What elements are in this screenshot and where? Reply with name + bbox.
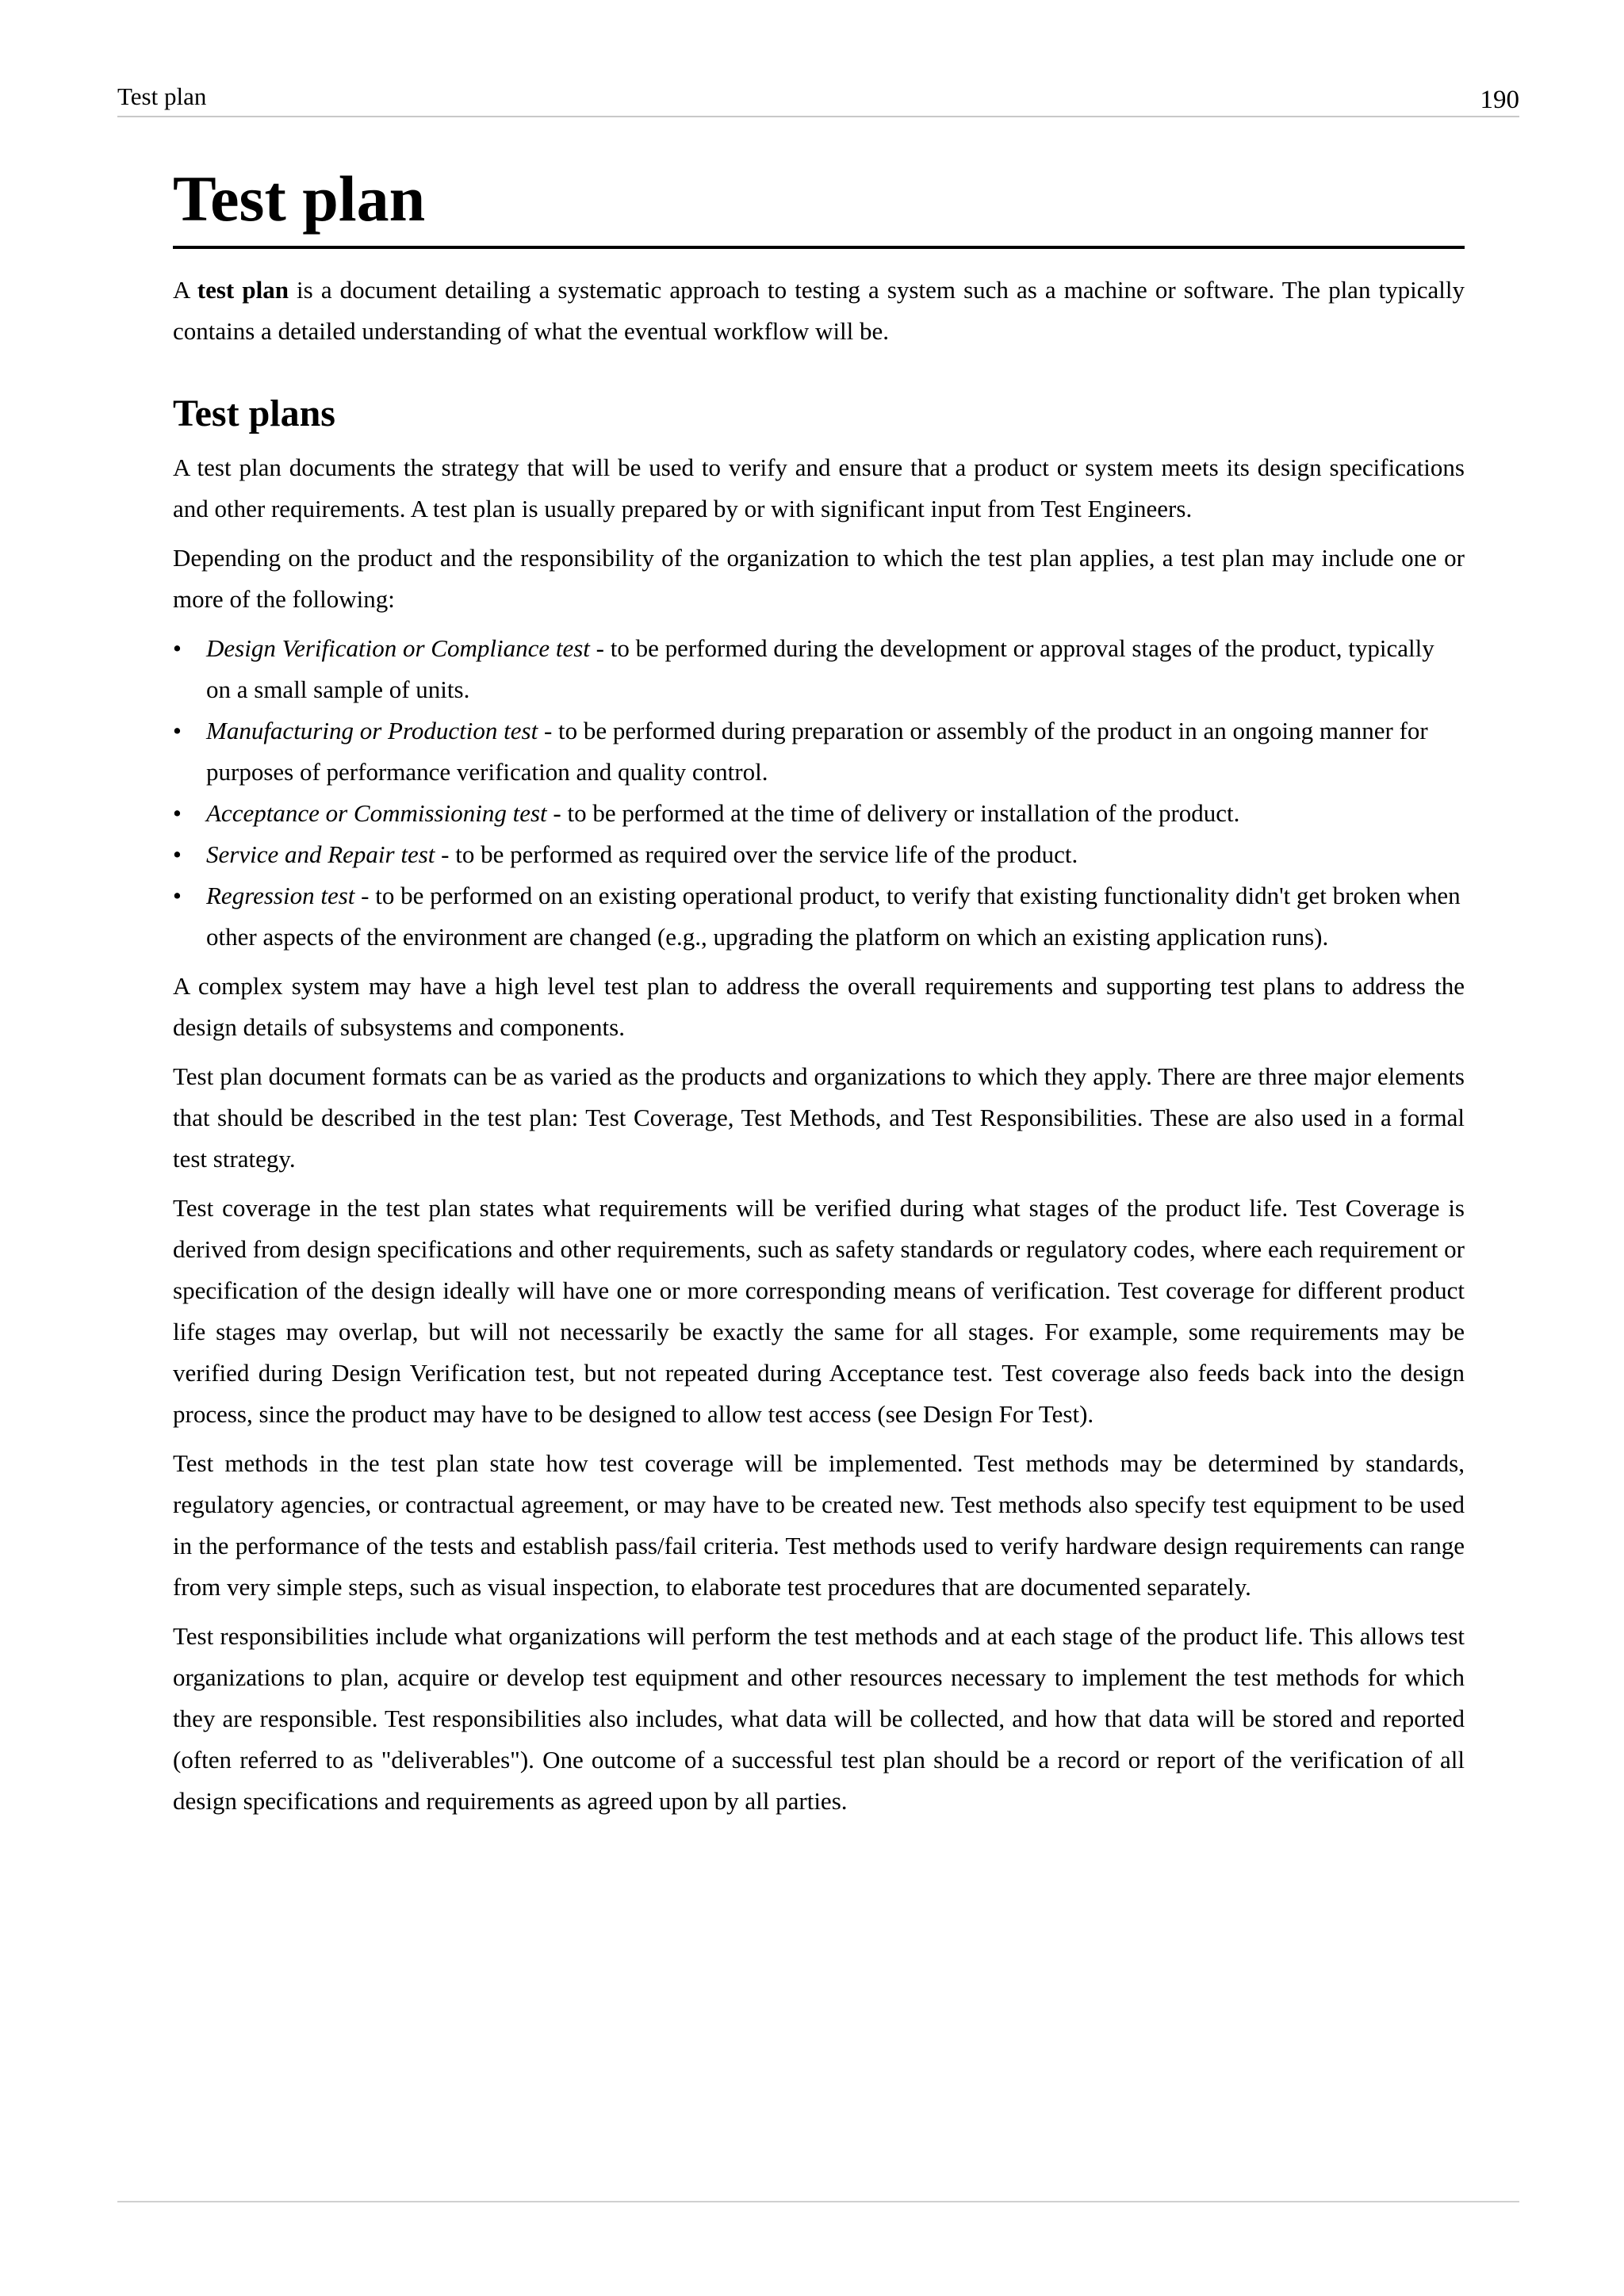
list-item-description: - to be performed during preparation or assembly of the product in an ongoing manner for purposes of performance verification and quality control. xyxy=(206,717,1428,786)
section-heading: Test plans xyxy=(173,392,335,434)
intro-text-end: is a document detailing a systematic approach to testing a system such as a machine or software. The plan typically contains a detailed understanding of what the eventual workflow will be. xyxy=(173,276,1465,345)
section-paragraph-1: A test plan documents the strategy that will be used to verify and ensure that a product or system meets its design specifications and other requirements. A test plan is usually prepared by or with significant input from Test Engineers. xyxy=(173,453,1465,522)
running-header xyxy=(117,81,1519,117)
list-item-term: Acceptance or Commissioning test xyxy=(206,799,547,827)
section-paragraph-4: Test plan document formats can be as varied as the products and organizations to which they apply. There are three major elements that should be described in the test plan: Test Coverage, Test Methods, and Test Responsibilities. These are also used in a formal test strategy. xyxy=(173,1062,1465,1173)
bullet-glyph: • xyxy=(173,799,182,827)
list-item xyxy=(173,875,1465,958)
running-title: Test plan xyxy=(117,82,207,110)
intro-paragraph xyxy=(173,270,1465,352)
list-item xyxy=(173,628,1465,710)
list-item-description: - to be performed at the time of delivery or installation of the product. xyxy=(546,799,1240,827)
test-type-list xyxy=(173,628,1465,958)
list-item-description: - to be performed on an existing operational product, to verify that existing functionality didn't get broken when other aspects of the environment are changed (e.g., upgrading the platform on which an existing application runs). xyxy=(206,882,1461,951)
page-number: 190 xyxy=(1480,86,1519,114)
section-paragraph-2: Depending on the product and the responsibility of the organization to which the test plan applies, a test plan may include one or more of the following: xyxy=(173,544,1465,613)
intro-text-start: A xyxy=(173,276,197,304)
list-item-description: - to be performed as required over the service life of the product. xyxy=(435,840,1078,868)
list-item-term: Regression test xyxy=(206,882,355,909)
list-item-term: Design Verification or Compliance test xyxy=(206,634,590,662)
list-item xyxy=(173,793,1465,834)
bullet-glyph: • xyxy=(173,717,182,744)
intro-bold-term: test plan xyxy=(197,276,289,304)
footer-rule xyxy=(117,2201,1519,2202)
list-item xyxy=(173,834,1465,875)
bullet-glyph: • xyxy=(173,634,182,662)
list-item-term: Service and Repair test xyxy=(206,840,435,868)
section-paragraph-3: A complex system may have a high level test plan to address the overall requirements and supporting test plans to address the design details of subsystems and components. xyxy=(173,972,1465,1041)
list-item xyxy=(173,710,1465,793)
article-title: Test plan xyxy=(173,159,1465,249)
bullet-glyph: • xyxy=(173,882,182,909)
list-item-description: - to be performed during the development or approval stages of the product, typically on a small sample of units. xyxy=(206,634,1434,703)
list-item-term: Manufacturing or Production test xyxy=(206,717,538,744)
article-body xyxy=(173,159,1465,1830)
section-paragraph-5: Test coverage in the test plan states what requirements will be verified during what stages of the product life. Test Coverage is derived from design specifications and other requirements, such as safety standards or regulatory codes, where each requirement or specification of the design ideally will have one or more corresponding means of verification. Test coverage for different product life stages may overlap, but will not necessarily be exactly the same for all stages. For example, some requirements may be verified during Design Verification test, but not repeated during Acceptance test. Test coverage also feeds back into the design process, since the product may have to be designed to allow test access (see Design For Test). xyxy=(173,1194,1465,1428)
section-paragraph-6: Test methods in the test plan state how test coverage will be implemented. Test methods may be determined by standards, regulatory agencies, or contractual agreement, or may have to be created new. Test methods also specify test equipment to be used in the performance of the tests and establish pass/fail criteria. Test methods used to verify hardware design requirements can range from very simple steps, such as visual inspection, to elaborate test procedures that are documented separately. xyxy=(173,1449,1465,1601)
bullet-glyph: • xyxy=(173,840,182,868)
section-paragraph-7: Test responsibilities include what organizations will perform the test methods and at each stage of the product life. This allows test organizations to plan, acquire or develop test equipment and other resources necessary to implement the test methods for which they are responsible. Test responsibilities also includes, what data will be collected, and how that data will be stored and reported (often referred to as "deliverables"). One outcome of a successful test plan should be a record or report of the verification of all design specifications and requirements as agreed upon by all parties. xyxy=(173,1622,1465,1815)
